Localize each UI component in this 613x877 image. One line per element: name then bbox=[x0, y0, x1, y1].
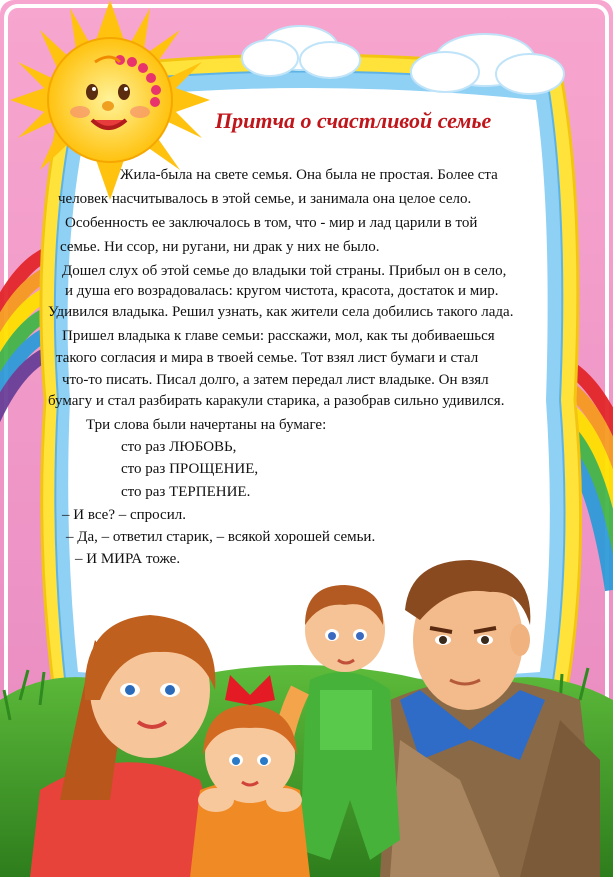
page-title: Притча о счастливой семье bbox=[215, 108, 492, 133]
story-line-8: Пришел владыка к главе семьи: расскажи, мол, как ты добиваешься bbox=[62, 328, 495, 344]
story-line-12: Три слова были начертаны на бумаге: bbox=[86, 417, 327, 433]
patience-line: сто раз ТЕРПЕНИЕ. bbox=[121, 484, 251, 500]
forgiveness-line: сто раз ПРОЩЕНИЕ, bbox=[121, 461, 259, 477]
story-line-7: Удивился владыка. Решил узнать, как жители села добились такого лада. bbox=[48, 304, 514, 320]
story-line-1: Жила-была на свете семья. Она была не простая. Более ста bbox=[120, 167, 498, 183]
love-line: сто раз ЛЮБОВЬ, bbox=[121, 439, 237, 455]
story-line-9: такого согласия и мира в твоей семье. Тот взял лист бумаги и стал bbox=[56, 350, 479, 366]
story-line-11: бумагу и стал разбирать каракули старика, а разобрав сильно удивился. bbox=[48, 393, 505, 409]
dialogue-line-3: – И МИРА тоже. bbox=[75, 551, 181, 567]
story-line-6: и душа его возрадовалась: кругом чистота, красота, достаток и мир. bbox=[65, 283, 499, 299]
story-line-3: Особенность ее заключалось в том, что - мир и лад царили в той bbox=[65, 215, 478, 231]
story-line-2: человек насчитывалось в этой семье, и занимала она целое село. bbox=[58, 191, 472, 207]
story-line-4: семье. Ни ссор, ни ругани, ни драк у них не было. bbox=[60, 239, 380, 255]
story-line-10: что-то писать. Писал долго, а затем передал лист владыке. Он взял bbox=[62, 372, 489, 388]
dialogue-line-2: – Да, – ответил старик, – всякой хорошей семьи. bbox=[66, 529, 376, 545]
dialogue-line-1: – И все? – спросил. bbox=[62, 507, 186, 523]
story-line-5: Дошел слух об этой семье до владыки той страны. Прибыл он в село, bbox=[62, 263, 507, 279]
